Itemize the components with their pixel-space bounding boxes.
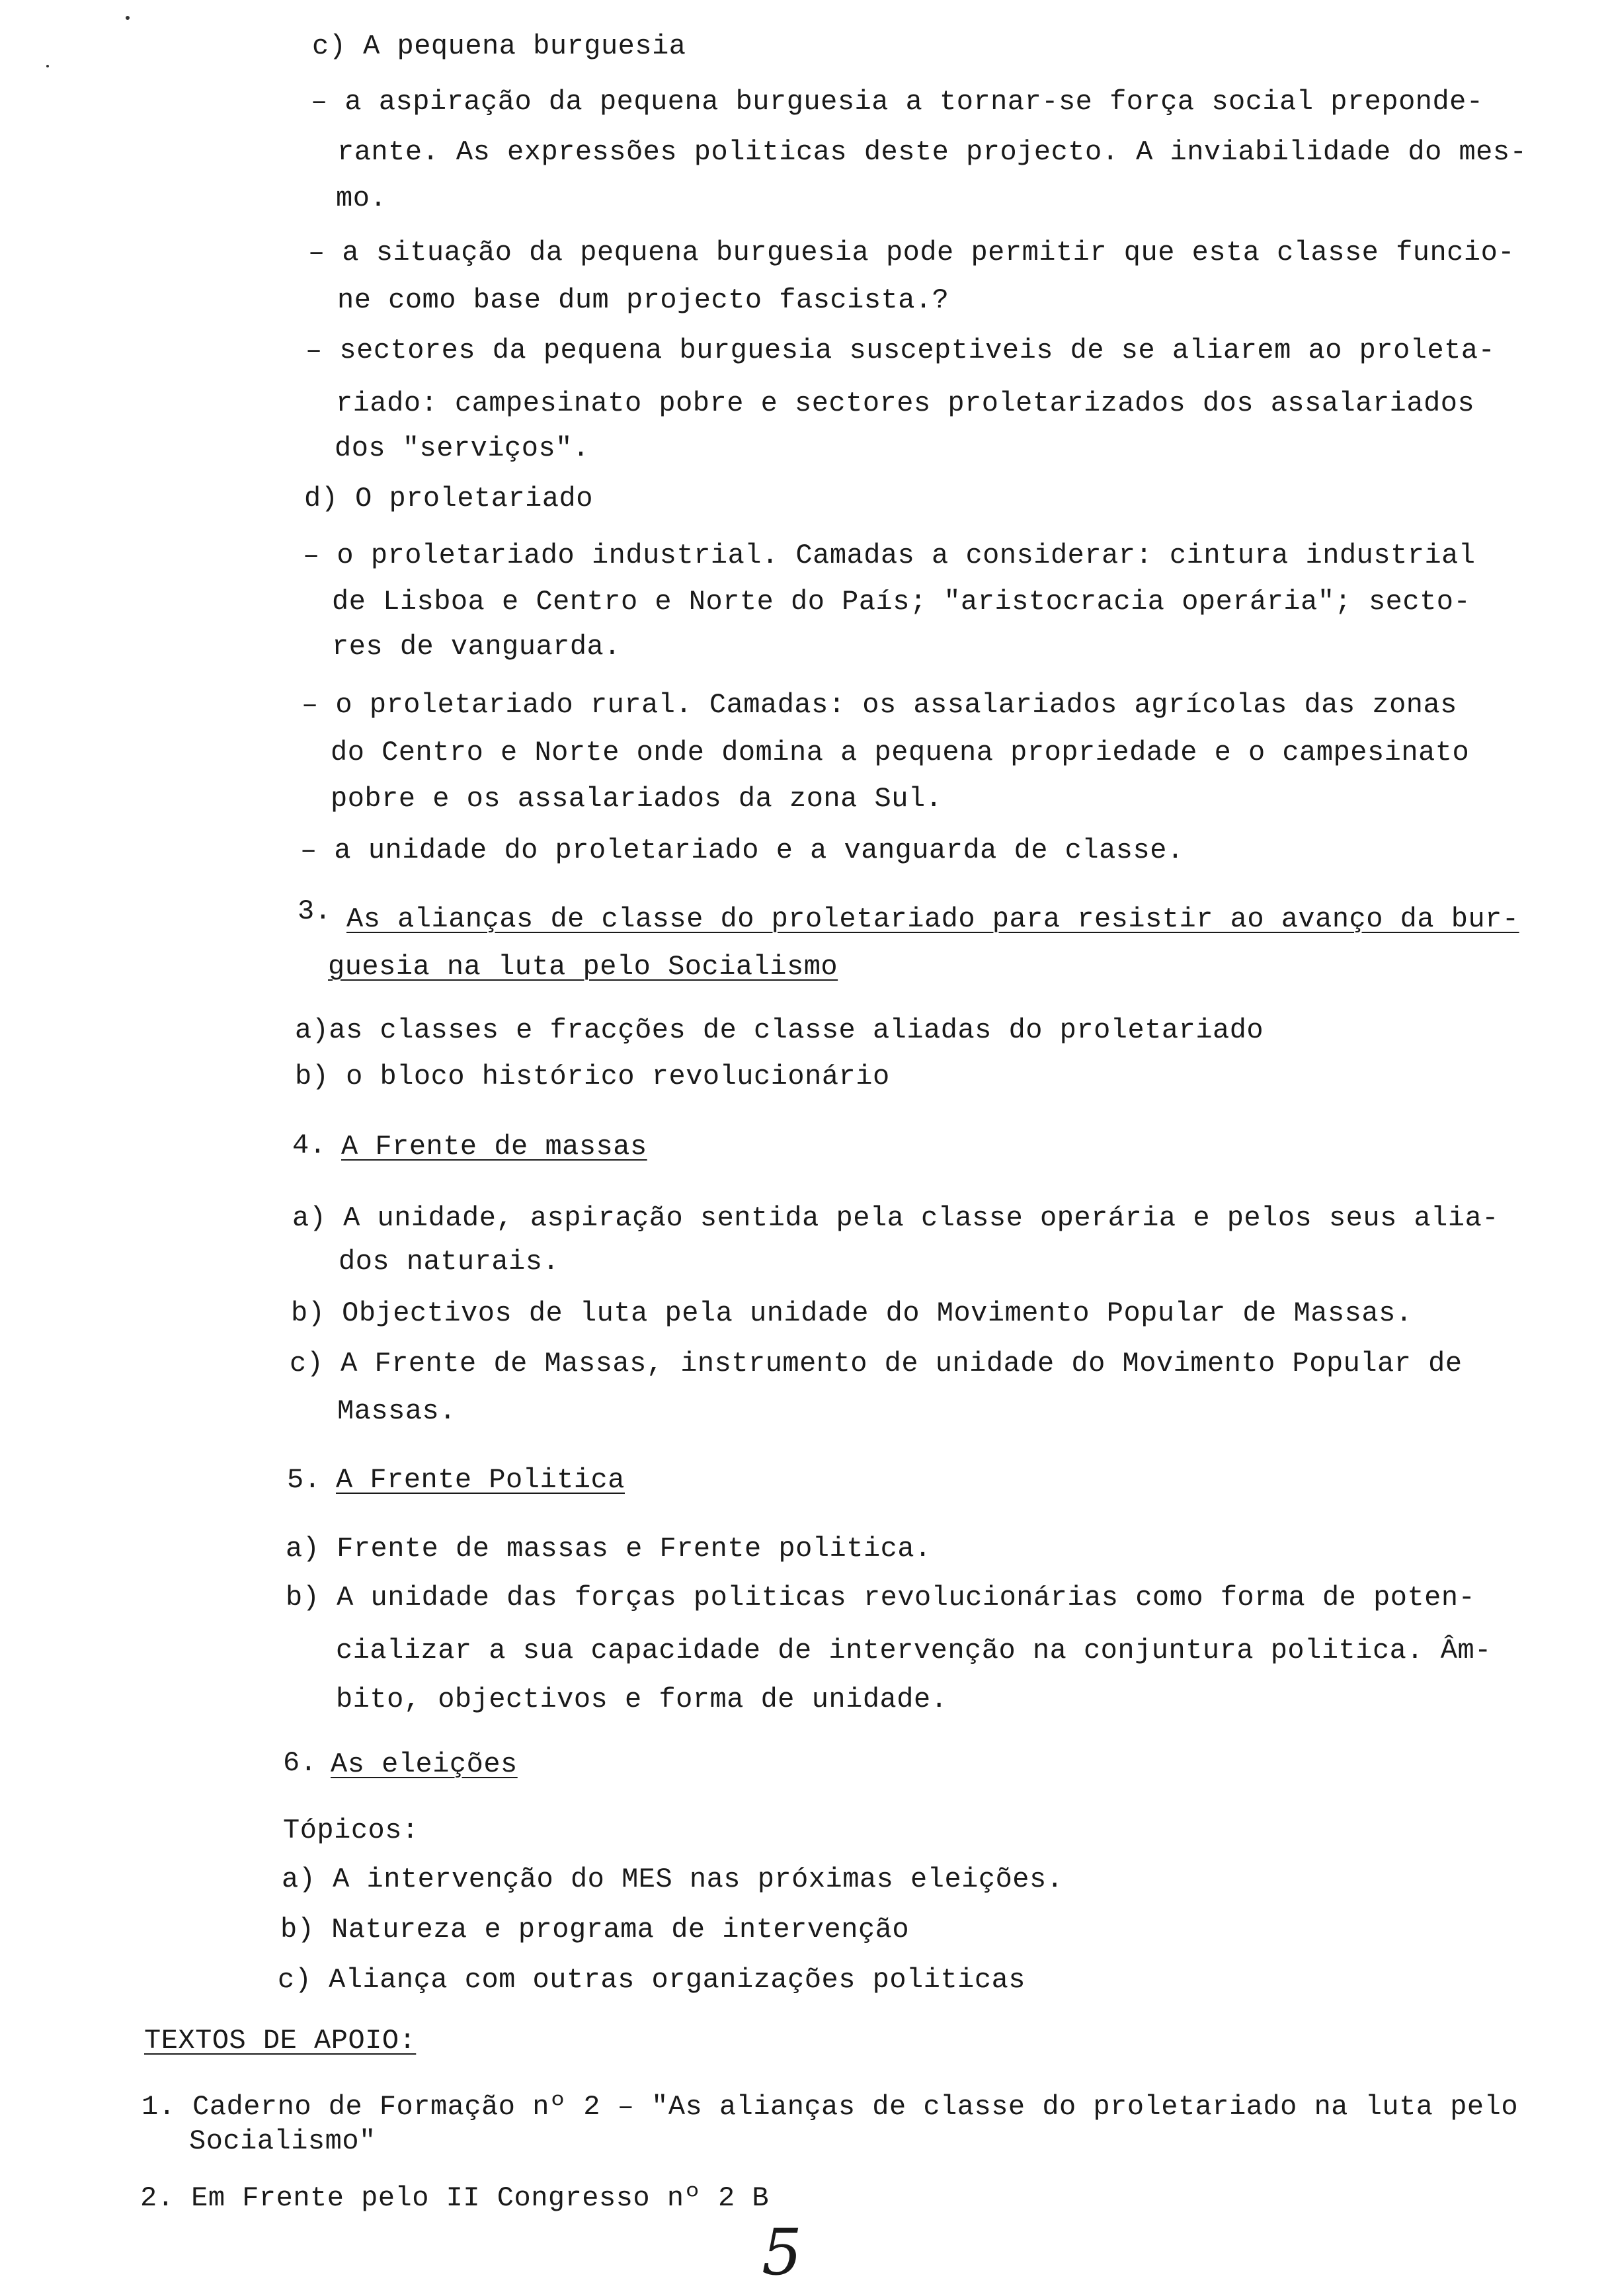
reference-item: 2. Em Frente pelo II Congresso nº 2 B — [140, 2182, 770, 2214]
text-line: do Centro e Norte onde domina a pequena propriedade e o campesinato — [331, 737, 1470, 768]
subsection-heading: d) O proletariado — [304, 483, 593, 514]
list-item: a)as classes e fracções de classe aliadas do proletariado — [295, 1014, 1264, 1046]
text-line: Socialismo" — [189, 2125, 376, 2157]
text-line: pobre e os assalariados da zona Sul. — [331, 783, 943, 815]
list-item: b) A unidade das forças politicas revolucionárias como forma de poten- — [286, 1582, 1476, 1614]
text-line: res de vanguarda. — [332, 631, 621, 663]
bullet-line: – o proletariado industrial. Camadas a considerar: cintura industrial — [303, 540, 1476, 571]
section-number: 5. — [287, 1464, 321, 1496]
text-line: bito, objectivos e forma de unidade. — [336, 1684, 948, 1715]
section-heading: A Frente Politica — [336, 1464, 625, 1496]
text-line: de Lisboa e Centro e Norte do País; "aristocracia operária"; secto- — [332, 586, 1471, 618]
support-texts-heading: TEXTOS DE APOIO: — [144, 2025, 417, 2057]
list-item: a) A intervenção do MES nas próximas eleições. — [282, 1864, 1064, 1895]
list-item: b) Objectivos de luta pela unidade do Movimento Popular de Massas. — [291, 1297, 1413, 1329]
text-line: ne como base dum projecto fascista.? — [337, 284, 949, 316]
text-line: dos naturais. — [339, 1246, 560, 1278]
list-item: a) A unidade, aspiração sentida pela classe operária e pelos seus alia- — [292, 1202, 1499, 1234]
bullet-line: – a aspiração da pequena burguesia a tornar-se força social preponde- — [311, 86, 1484, 118]
text-line: Massas. — [337, 1395, 456, 1427]
page-number: 5 — [762, 2215, 803, 2289]
text-line: rante. As expressões politicas deste projecto. A inviabilidade do mes- — [337, 136, 1527, 168]
section-heading: As alianças de classe do proletariado para resistir ao avanço da bur- — [346, 903, 1519, 935]
list-item: a) Frente de massas e Frente politica. — [286, 1533, 932, 1565]
bullet-line: – a unidade do proletariado e a vanguarda de classe. — [300, 835, 1184, 866]
topics-label: Tópicos: — [283, 1815, 419, 1846]
section-number: 3. — [298, 895, 332, 927]
list-item: b) o bloco histórico revolucionário — [295, 1061, 890, 1092]
scan-speck — [126, 16, 130, 20]
bullet-line: – o proletariado rural. Camadas: os assalariados agrícolas das zonas — [302, 689, 1457, 721]
bullet-line: – sectores da pequena burguesia susceptiveis de se aliarem ao proleta- — [305, 335, 1496, 366]
section-heading: A Frente de massas — [341, 1131, 647, 1163]
section-number: 6. — [283, 1747, 317, 1779]
subsection-heading: c) A pequena burguesia — [312, 30, 686, 62]
text-line: dos "serviços". — [335, 432, 590, 464]
list-item: b) Natureza e programa de intervenção — [280, 1914, 910, 1946]
text-line: riado: campesinato pobre e sectores proletarizados dos assalariados — [336, 388, 1475, 419]
text-line: cializar a sua capacidade de intervenção na conjuntura politica. Âm- — [336, 1635, 1492, 1666]
list-item: c) A Frente de Massas, instrumento de unidade do Movimento Popular de — [290, 1348, 1463, 1379]
reference-item: 1. Caderno de Formação nº 2 – "As alianças de classe do proletariado na luta pelo — [141, 2091, 1519, 2123]
list-item: c) Aliança com outras organizações politicas — [278, 1964, 1025, 1996]
section-heading: guesia na luta pelo Socialismo — [328, 951, 838, 983]
section-number: 4. — [292, 1129, 327, 1161]
section-heading: As eleições — [331, 1748, 518, 1780]
text-line: mo. — [336, 183, 387, 214]
scan-speck — [46, 65, 49, 67]
bullet-line: – a situação da pequena burguesia pode permitir que esta classe funcio- — [308, 237, 1515, 268]
